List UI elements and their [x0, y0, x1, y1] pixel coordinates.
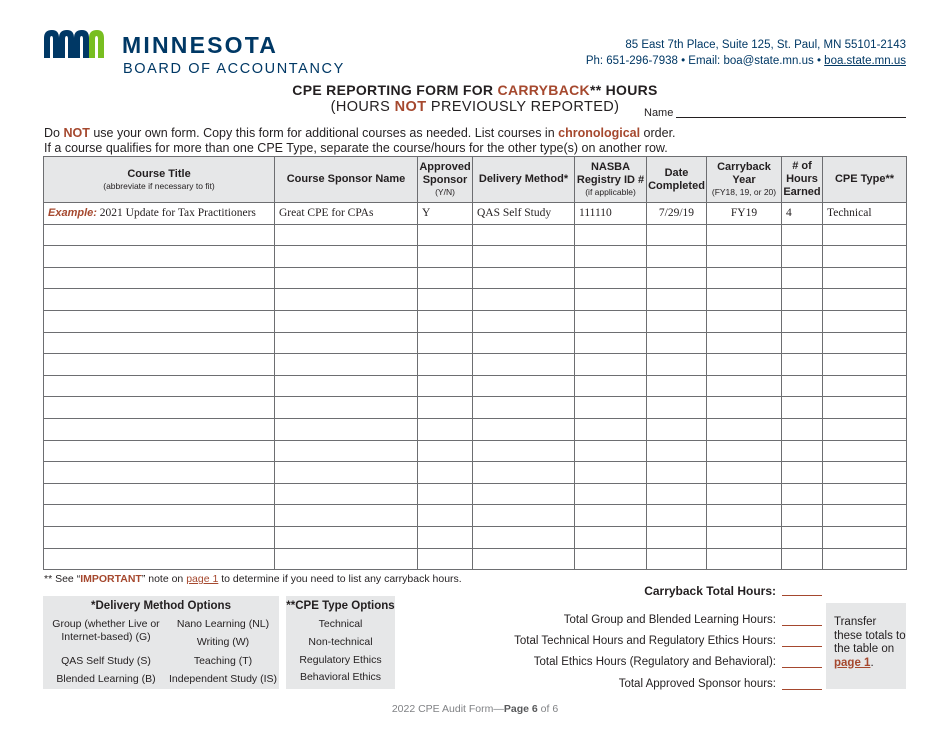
- column-header: [418, 157, 473, 203]
- table-row: [44, 375, 907, 397]
- example-value: FY19: [730, 207, 758, 220]
- entry-cell[interactable]: [707, 440, 782, 462]
- entry-cell[interactable]: [707, 462, 782, 484]
- entry-cell[interactable]: [418, 332, 473, 354]
- entry-cell[interactable]: [44, 267, 275, 289]
- example-cell: [782, 203, 823, 225]
- entry-cell[interactable]: [418, 246, 473, 268]
- address: 85 East 7th Place, Suite 125, St. Paul, MN 55101-2143: [625, 39, 906, 51]
- column-header: [782, 157, 823, 203]
- entry-cell[interactable]: [647, 354, 707, 376]
- table-row: [44, 224, 907, 246]
- instr-text: use your own form. Copy this form for additional courses as needed. List courses in: [89, 126, 559, 140]
- entry-cell[interactable]: [44, 548, 275, 570]
- delivery-options-title: *Delivery Method Options: [91, 600, 231, 612]
- entry-cell[interactable]: [275, 505, 418, 527]
- entry-cell[interactable]: [823, 267, 907, 289]
- transfer-page-1-link[interactable]: page 1: [834, 656, 871, 669]
- entry-cell[interactable]: [823, 310, 907, 332]
- subtitle-part: (HOURS: [330, 99, 395, 115]
- column-header-label: # of Hours Earned: [783, 160, 821, 198]
- ethics-total-label: Total Ethics Hours (Regulatory and Behavioral):: [533, 656, 776, 668]
- entry-cell[interactable]: [823, 332, 907, 354]
- example-cell: [647, 203, 707, 225]
- entry-cell[interactable]: [647, 375, 707, 397]
- example-value: Great CPE for CPAs: [279, 207, 374, 220]
- technical-total-field[interactable]: [782, 646, 822, 647]
- entry-cell[interactable]: [782, 505, 823, 527]
- entry-cell[interactable]: [275, 354, 418, 376]
- entry-cell[interactable]: [575, 505, 647, 527]
- entry-cell[interactable]: [823, 462, 907, 484]
- entry-cell[interactable]: [44, 505, 275, 527]
- entry-cell[interactable]: [575, 289, 647, 311]
- title-part: CPE REPORTING FORM FOR: [292, 82, 498, 98]
- column-header: [44, 157, 275, 203]
- entry-cell[interactable]: [707, 526, 782, 548]
- example-value: 111110: [579, 207, 612, 220]
- entry-cell[interactable]: [782, 526, 823, 548]
- entry-cell[interactable]: [575, 483, 647, 505]
- entry-cell[interactable]: [707, 483, 782, 505]
- delivery-option: Group (whether Live or Internet-based) (G): [52, 618, 160, 643]
- entry-cell[interactable]: [823, 526, 907, 548]
- column-header-label: NASBA Registry ID #: [576, 161, 645, 186]
- entry-cell[interactable]: [275, 310, 418, 332]
- entry-cell[interactable]: [575, 310, 647, 332]
- entry-cell[interactable]: [575, 332, 647, 354]
- entry-cell[interactable]: [473, 354, 575, 376]
- entry-cell[interactable]: [44, 440, 275, 462]
- technical-total-label: Total Technical Hours and Regulatory Ethics Hours:: [514, 635, 776, 647]
- carryback-total-label: Carryback Total Hours:: [644, 584, 776, 598]
- entry-cell[interactable]: [707, 375, 782, 397]
- transfer-note: [826, 603, 906, 689]
- entry-cell[interactable]: [823, 483, 907, 505]
- entry-cell[interactable]: [418, 354, 473, 376]
- column-header-label: CPE Type**: [834, 173, 895, 185]
- table-row: [44, 267, 907, 289]
- delivery-option: Nano Learning (NL): [176, 618, 270, 630]
- column-header-label: Carryback Year: [717, 161, 771, 186]
- entry-cell[interactable]: [782, 246, 823, 268]
- example-row: [44, 203, 907, 225]
- entry-cell[interactable]: [473, 289, 575, 311]
- column-header-hint: (Y/N): [435, 187, 455, 197]
- important-note: [44, 573, 462, 585]
- entry-cell[interactable]: [275, 548, 418, 570]
- entry-cell[interactable]: [782, 462, 823, 484]
- entry-cell[interactable]: [823, 548, 907, 570]
- subtitle-accent: NOT: [394, 99, 427, 115]
- entry-cell[interactable]: [647, 267, 707, 289]
- entry-cell[interactable]: [823, 289, 907, 311]
- instr-chronological: chronological: [558, 126, 641, 140]
- entry-cell[interactable]: [782, 418, 823, 440]
- example-cell: [473, 203, 575, 225]
- entry-cell[interactable]: [647, 332, 707, 354]
- entry-cell[interactable]: [823, 375, 907, 397]
- entry-cell[interactable]: [647, 418, 707, 440]
- transfer-text: .: [870, 656, 874, 669]
- entry-cell[interactable]: [575, 418, 647, 440]
- entry-cell[interactable]: [823, 440, 907, 462]
- entry-cell[interactable]: [782, 354, 823, 376]
- table-row: [44, 548, 907, 570]
- title-part: ** HOURS: [589, 82, 658, 98]
- table-row: [44, 483, 907, 505]
- entry-cell[interactable]: [44, 397, 275, 419]
- entry-cell[interactable]: [418, 310, 473, 332]
- entry-cell[interactable]: [44, 246, 275, 268]
- example-cell: [575, 203, 647, 225]
- column-header-label: Course Sponsor Name: [286, 173, 406, 185]
- entry-cell[interactable]: [44, 224, 275, 246]
- example-cell: [418, 203, 473, 225]
- entry-cell[interactable]: [647, 310, 707, 332]
- entry-cell[interactable]: [275, 224, 418, 246]
- entry-cell[interactable]: [275, 246, 418, 268]
- minnesota-logo-icon: [42, 28, 110, 60]
- example-value: 7/29/19: [658, 207, 695, 220]
- approved-sponsor-total-field[interactable]: [782, 689, 822, 690]
- entry-cell[interactable]: [44, 418, 275, 440]
- entry-cell[interactable]: [647, 483, 707, 505]
- entry-cell[interactable]: [473, 224, 575, 246]
- entry-cell[interactable]: [275, 462, 418, 484]
- entry-cell[interactable]: [647, 548, 707, 570]
- entry-cell[interactable]: [707, 397, 782, 419]
- logo-wordmark: MINNESOTA: [122, 32, 279, 58]
- note-text: ” note on: [141, 573, 187, 585]
- column-header: [707, 157, 782, 203]
- contact-line: [586, 55, 906, 67]
- entry-cell[interactable]: [707, 267, 782, 289]
- instruction-line-1: [44, 126, 676, 140]
- entry-cell[interactable]: [823, 418, 907, 440]
- table-header-row: [44, 157, 907, 203]
- table-row: [44, 397, 907, 419]
- table-row: [44, 332, 907, 354]
- entry-cell[interactable]: [275, 289, 418, 311]
- title-accent: CARRYBACK: [497, 82, 590, 98]
- example-cell: [707, 203, 782, 225]
- entry-cell[interactable]: [418, 375, 473, 397]
- entry-cell[interactable]: [418, 483, 473, 505]
- entry-cell[interactable]: [44, 462, 275, 484]
- entry-cell[interactable]: [473, 418, 575, 440]
- table-row: [44, 310, 907, 332]
- entry-cell[interactable]: [473, 267, 575, 289]
- entry-cell[interactable]: [575, 246, 647, 268]
- column-header: [823, 157, 907, 203]
- entry-cell[interactable]: [275, 483, 418, 505]
- contact-text: Ph: 651-296-7938 • Email: boa@state.mn.us •: [585, 55, 825, 67]
- entry-cell[interactable]: [418, 224, 473, 246]
- entry-cell[interactable]: [647, 505, 707, 527]
- entry-cell[interactable]: [782, 289, 823, 311]
- entry-cell[interactable]: [418, 440, 473, 462]
- entry-cell[interactable]: [418, 505, 473, 527]
- note-important: IMPORTANT: [80, 573, 142, 585]
- entry-cell[interactable]: [782, 267, 823, 289]
- subtitle-part: PREVIOUSLY REPORTED): [426, 99, 620, 115]
- instr-text: Do: [44, 126, 64, 140]
- example-value: QAS Self Study: [477, 207, 552, 220]
- example-value: 2021 Update for Tax Practitioners: [99, 207, 256, 220]
- entry-cell[interactable]: [575, 354, 647, 376]
- delivery-option: Teaching (T): [193, 655, 253, 667]
- entry-cell[interactable]: [418, 548, 473, 570]
- entry-cell[interactable]: [575, 397, 647, 419]
- entry-cell[interactable]: [647, 289, 707, 311]
- example-cell: [823, 203, 907, 225]
- website-link[interactable]: boa.state.mn.us: [824, 55, 906, 67]
- entry-cell[interactable]: [418, 289, 473, 311]
- example-cell: [44, 203, 275, 225]
- example-cell: [275, 203, 418, 225]
- table-row: [44, 440, 907, 462]
- entry-cell[interactable]: [782, 440, 823, 462]
- entry-cell[interactable]: [823, 397, 907, 419]
- entry-cell[interactable]: [418, 267, 473, 289]
- entry-cell[interactable]: [44, 354, 275, 376]
- entry-cell[interactable]: [707, 332, 782, 354]
- entry-cell[interactable]: [707, 310, 782, 332]
- entry-cell[interactable]: [782, 483, 823, 505]
- entry-cell[interactable]: [575, 526, 647, 548]
- entry-cell[interactable]: [647, 526, 707, 548]
- instr-not: NOT: [63, 126, 90, 140]
- entry-cell[interactable]: [473, 440, 575, 462]
- entry-cell[interactable]: [782, 397, 823, 419]
- group-total-label: Total Group and Blended Learning Hours:: [563, 614, 776, 626]
- table-row: [44, 418, 907, 440]
- entry-cell[interactable]: [473, 246, 575, 268]
- column-header-label: Date Completed: [648, 166, 705, 192]
- column-header-hint: (FY18, 19, or 20): [711, 187, 777, 197]
- entry-cell[interactable]: [44, 332, 275, 354]
- entry-cell[interactable]: [707, 224, 782, 246]
- entry-cell[interactable]: [44, 375, 275, 397]
- entry-cell[interactable]: [782, 224, 823, 246]
- delivery-option: Independent Study (IS): [169, 673, 277, 685]
- entry-cell[interactable]: [575, 224, 647, 246]
- logo-subtitle: BOARD OF ACCOUNTANCY: [123, 61, 345, 77]
- example-label: Example:: [48, 207, 97, 220]
- instr-text: order.: [640, 126, 676, 140]
- table-row: [44, 505, 907, 527]
- column-header-label: Course Title: [127, 167, 191, 180]
- cpe-type-option: Behavioral Ethics: [299, 671, 382, 683]
- column-header: [473, 157, 575, 203]
- delivery-option: Blended Learning (B): [56, 673, 156, 685]
- example-value: 4: [786, 207, 792, 220]
- column-header: [275, 157, 418, 203]
- entry-cell[interactable]: [575, 267, 647, 289]
- entry-cell[interactable]: [418, 418, 473, 440]
- footer-text: 2022 CPE Audit Form—: [391, 703, 504, 715]
- table-row: [44, 462, 907, 484]
- carryback-table: [43, 156, 907, 570]
- entry-cell[interactable]: [823, 505, 907, 527]
- note-text: ** See “: [44, 573, 81, 585]
- entry-cell[interactable]: [782, 375, 823, 397]
- entry-cell[interactable]: [823, 354, 907, 376]
- example-value: Technical: [827, 207, 872, 220]
- entry-cell[interactable]: [473, 375, 575, 397]
- form-subtitle: [0, 99, 950, 115]
- entry-cell[interactable]: [473, 462, 575, 484]
- form-title: [0, 82, 950, 98]
- column-header: [647, 157, 707, 203]
- entry-cell[interactable]: [275, 397, 418, 419]
- entry-cell[interactable]: [782, 310, 823, 332]
- table-row: [44, 526, 907, 548]
- entry-cell[interactable]: [823, 246, 907, 268]
- entry-cell[interactable]: [44, 310, 275, 332]
- entry-cell[interactable]: [418, 397, 473, 419]
- cpe-type-option: Non-technical: [308, 636, 373, 648]
- column-header-hint: (abbreviate if necessary to fit): [103, 180, 215, 191]
- entry-cell[interactable]: [275, 526, 418, 548]
- entry-cell[interactable]: [647, 440, 707, 462]
- entry-cell[interactable]: [418, 526, 473, 548]
- carryback-total-field[interactable]: [782, 595, 822, 596]
- entry-cell[interactable]: [782, 332, 823, 354]
- example-value: Y: [422, 207, 431, 220]
- cpe-type-option: Technical: [318, 618, 363, 630]
- entry-cell[interactable]: [418, 462, 473, 484]
- delivery-option: QAS Self Study (S): [61, 655, 151, 667]
- entry-cell[interactable]: [473, 505, 575, 527]
- page-1-link[interactable]: page 1: [186, 573, 219, 585]
- entry-cell[interactable]: [647, 224, 707, 246]
- entry-cell[interactable]: [473, 526, 575, 548]
- entry-cell[interactable]: [647, 246, 707, 268]
- entry-cell[interactable]: [473, 483, 575, 505]
- entry-cell[interactable]: [707, 418, 782, 440]
- table-row: [44, 289, 907, 311]
- entry-cell[interactable]: [275, 375, 418, 397]
- entry-cell[interactable]: [275, 267, 418, 289]
- entry-cell[interactable]: [275, 440, 418, 462]
- approved-sponsor-total-label: Total Approved Sponsor hours:: [618, 678, 776, 690]
- entry-cell[interactable]: [473, 397, 575, 419]
- column-header-label: Approved Sponsor: [419, 161, 471, 186]
- entry-cell[interactable]: [275, 332, 418, 354]
- entry-cell[interactable]: [823, 224, 907, 246]
- entry-cell[interactable]: [44, 289, 275, 311]
- footer-text: of 6: [537, 703, 559, 715]
- cpe-type-option: Regulatory Ethics: [299, 654, 382, 666]
- entry-cell[interactable]: [707, 548, 782, 570]
- name-field[interactable]: [676, 117, 906, 118]
- entry-cell[interactable]: [575, 462, 647, 484]
- entry-cell[interactable]: [575, 375, 647, 397]
- table-row: [44, 246, 907, 268]
- entry-cell[interactable]: [44, 526, 275, 548]
- column-header: [575, 157, 647, 203]
- entry-cell[interactable]: [575, 440, 647, 462]
- note-text: to determine if you need to list any carryback hours.: [218, 573, 462, 585]
- transfer-text: Transfer these totals to the table on: [834, 616, 906, 655]
- entry-cell[interactable]: [275, 418, 418, 440]
- instruction-line-2: If a course qualifies for more than one CPE Type, separate the course/hours for the other type(s) on another row.: [44, 141, 668, 155]
- entry-cell[interactable]: [647, 462, 707, 484]
- entry-cell[interactable]: [707, 246, 782, 268]
- name-label: Name: [644, 107, 674, 119]
- column-header-hint: (if applicable): [585, 187, 636, 197]
- entry-cell[interactable]: [782, 548, 823, 570]
- entry-cell[interactable]: [575, 548, 647, 570]
- entry-cell[interactable]: [473, 548, 575, 570]
- entry-cell[interactable]: [647, 397, 707, 419]
- delivery-option: Writing (W): [196, 636, 250, 648]
- entry-cell[interactable]: [707, 289, 782, 311]
- page-footer: [0, 703, 950, 715]
- ethics-total-field[interactable]: [782, 667, 822, 668]
- entry-cell[interactable]: [473, 310, 575, 332]
- entry-cell[interactable]: [707, 505, 782, 527]
- entry-cell[interactable]: [707, 354, 782, 376]
- entry-cell[interactable]: [473, 332, 575, 354]
- entry-cell[interactable]: [44, 483, 275, 505]
- cpe-type-options-title: **CPE Type Options: [286, 600, 395, 612]
- table-row: [44, 354, 907, 376]
- footer-page: Page 6: [503, 703, 538, 715]
- column-header-label: Delivery Method*: [478, 173, 569, 185]
- group-total-field[interactable]: [782, 625, 822, 626]
